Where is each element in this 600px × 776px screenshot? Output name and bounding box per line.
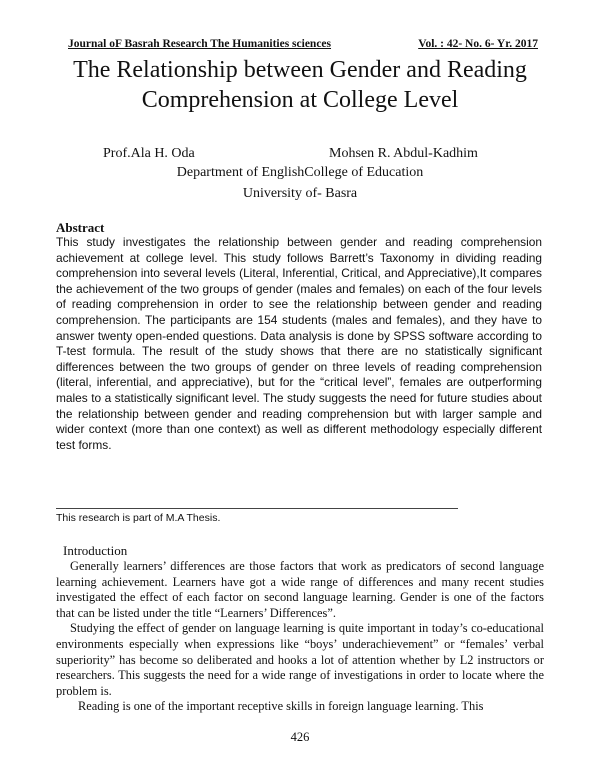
footnote-divider — [56, 508, 458, 509]
author-2: Mohsen R. Abdul-Kadhim — [329, 146, 478, 161]
page-number: 426 — [290, 730, 310, 744]
running-header — [68, 38, 538, 50]
paper-title: The Relationship between Gender and Reading Comprehension at College Level — [73, 57, 527, 113]
department: Department of EnglishCollege of Education — [176, 165, 424, 180]
author-1: Prof.Ala H. Oda — [103, 146, 195, 161]
volume-info: Vol. : 42- No. 6- Yr. 2017 — [418, 38, 538, 50]
footnote: This research is part of M.A Thesis. — [56, 512, 221, 524]
university: University of- Basra — [242, 186, 358, 201]
journal-name: Journal oF Basrah Research The Humanities sciences — [68, 38, 332, 50]
paragraph: Reading is one of the important receptive skills in foreign language learning. This — [78, 699, 484, 714]
abstract-text: This study investigates the relationship between gender and reading comprehension achievement at college level. This study follows Barrett’s Taxonomy in dividing reading comprehension into several levels (Literal, Inferential, Critical, and Appreciative),It compares the achievement of the two groups of gender (males and females) on each of the four levels of reading comprehension in order to see the relationship between gender and reading comprehension. The participants are 154 students (males and females), and they have to answer twenty open-ended questions. Data analysis is done by SPSS software according to T-test formula. The result of the study shows that there are no statistically significant differences between the two groups of gender on three levels of reading comprehension (literal, inferential, and appreciative), but for the “critical level”, females are outperforming males to a statistically significant level. The study suggests the need for future studies about the relationship between gender and reading comprehension but with larger sample and wider context (more than one context) as well as different methodology especially different test forms. — [56, 235, 542, 452]
introduction-heading: Introduction — [63, 543, 128, 558]
paragraph: Generally learners’ differences are those factors that work as predicators of second language learning achievement. Learners have got a wide range of differences and many recent studies investigated the effect of each factor on second language learning. Gender is one of the factors that can be listed under the title “Learners’ Differences”. — [56, 559, 544, 620]
abstract-heading: Abstract — [56, 220, 105, 235]
paragraph: Studying the effect of gender on language learning is quite important in today’s co-educational environments especially when expressions like “boys’ underachievement” or “females’ verbal superiority” has become so deliberated and hooks a lot of attention whether by L2 instructors or researchers. This suggests the need for a wide range of investigations in order to locate where the problem is. — [56, 621, 544, 698]
introduction-body — [56, 559, 544, 715]
